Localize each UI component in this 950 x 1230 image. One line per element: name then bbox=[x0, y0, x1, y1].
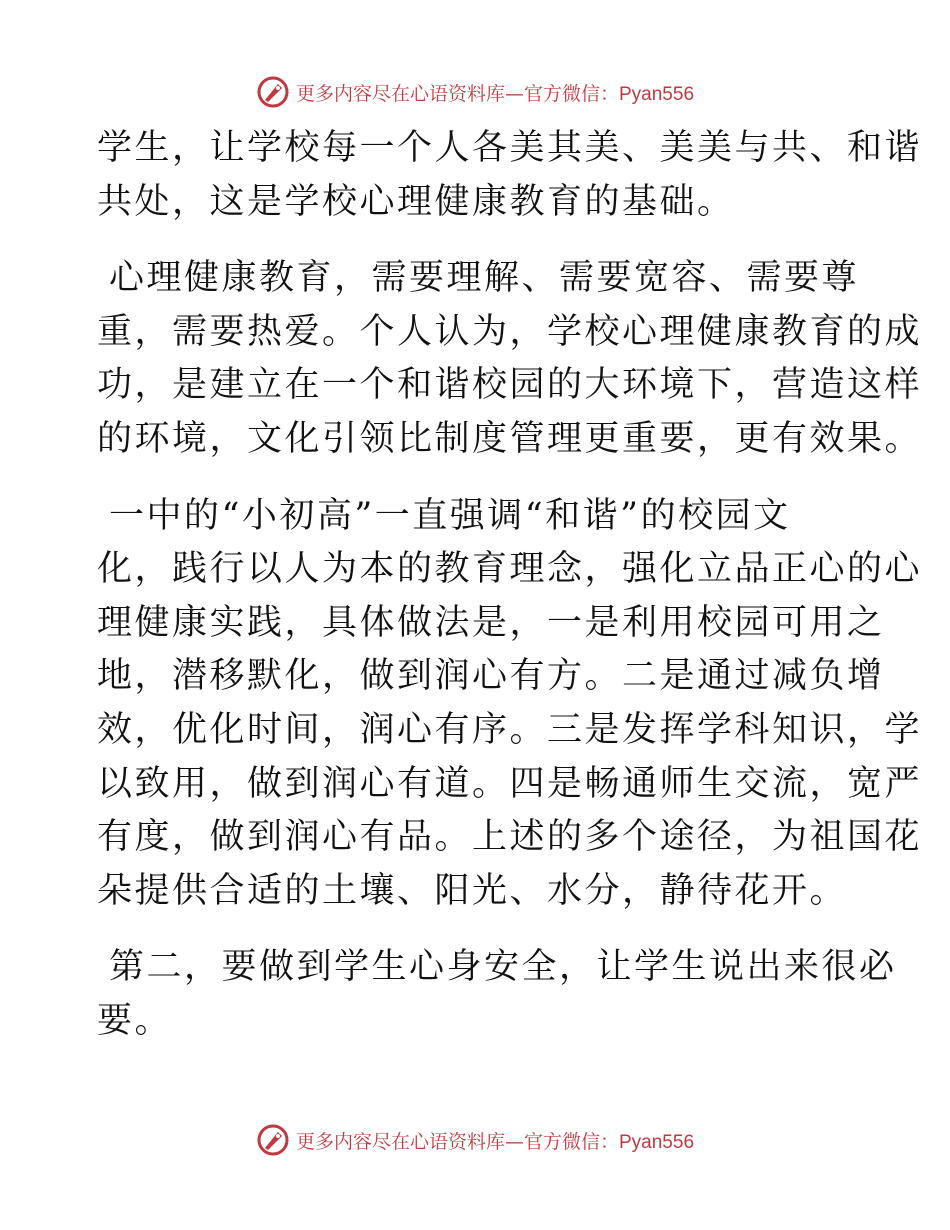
text-line: 第二，要做到学生心身安全，让学生说出来很必 bbox=[109, 947, 897, 988]
banner-official-label: 官方微信： bbox=[523, 82, 619, 105]
text-line: 共处，这是学校心理健康教育的基础。 bbox=[97, 181, 735, 222]
banner-account: Pyan556 bbox=[619, 1131, 695, 1153]
banner-account: Pyan556 bbox=[619, 83, 695, 105]
text-line: 功，是建立在一个和谐校园的大环境下，营造这样 bbox=[97, 365, 923, 406]
banner-site-text: 更多内容尽在心语资料库 bbox=[295, 82, 505, 105]
text-line: 学生，让学校每一个人各美其美、美美与共、和谐 bbox=[97, 128, 923, 168]
pen-nib-logo-icon bbox=[256, 75, 290, 109]
paragraph-2 bbox=[97, 252, 923, 466]
banner-separator: — bbox=[504, 1130, 524, 1153]
document-body bbox=[97, 122, 923, 1072]
text-line: 效，优化时间，润心有序。三是发挥学科知识，学 bbox=[97, 709, 923, 750]
banner-site-text: 更多内容尽在心语资料库 bbox=[295, 1130, 505, 1153]
text-line: 以致用，做到润心有道。四是畅通师生交流，宽严 bbox=[97, 763, 923, 804]
banner-text bbox=[296, 1127, 694, 1154]
text-line: 一中的“小初高”一直强调“和谐”的校园文 bbox=[109, 495, 791, 536]
text-line: 化，践行以人为本的教育理念，强化立品正心的心 bbox=[97, 549, 923, 590]
footer-banner bbox=[0, 1120, 950, 1160]
text-line: 理健康实践，具体做法是，一是利用校园可用之 bbox=[97, 602, 885, 643]
text-line: 的环境，文化引领比制度管理更重要，更有效果。 bbox=[97, 418, 923, 459]
text-line: 朵提供合适的土壤、阳光、水分，静待花开。 bbox=[97, 870, 848, 911]
text-line: 要。 bbox=[97, 1000, 173, 1041]
banner-official-label: 官方微信： bbox=[523, 1130, 619, 1153]
paragraph-3 bbox=[97, 490, 923, 919]
text-line: 心理健康教育，需要理解、需要宽容、需要尊 bbox=[109, 258, 860, 299]
paragraph-4 bbox=[97, 941, 897, 1048]
header-banner bbox=[0, 72, 950, 112]
paragraph-1 bbox=[97, 122, 923, 229]
banner-text bbox=[296, 79, 694, 106]
pen-nib-logo-icon bbox=[256, 1123, 290, 1157]
banner-separator: — bbox=[504, 82, 524, 105]
text-line: 地，潜移默化，做到润心有方。二是通过减负增 bbox=[97, 656, 885, 697]
text-line: 重，需要热爱。个人认为，学校心理健康教育的成 bbox=[97, 311, 923, 352]
text-line: 有度，做到润心有品。上述的多个途径，为祖国花 bbox=[97, 817, 923, 858]
